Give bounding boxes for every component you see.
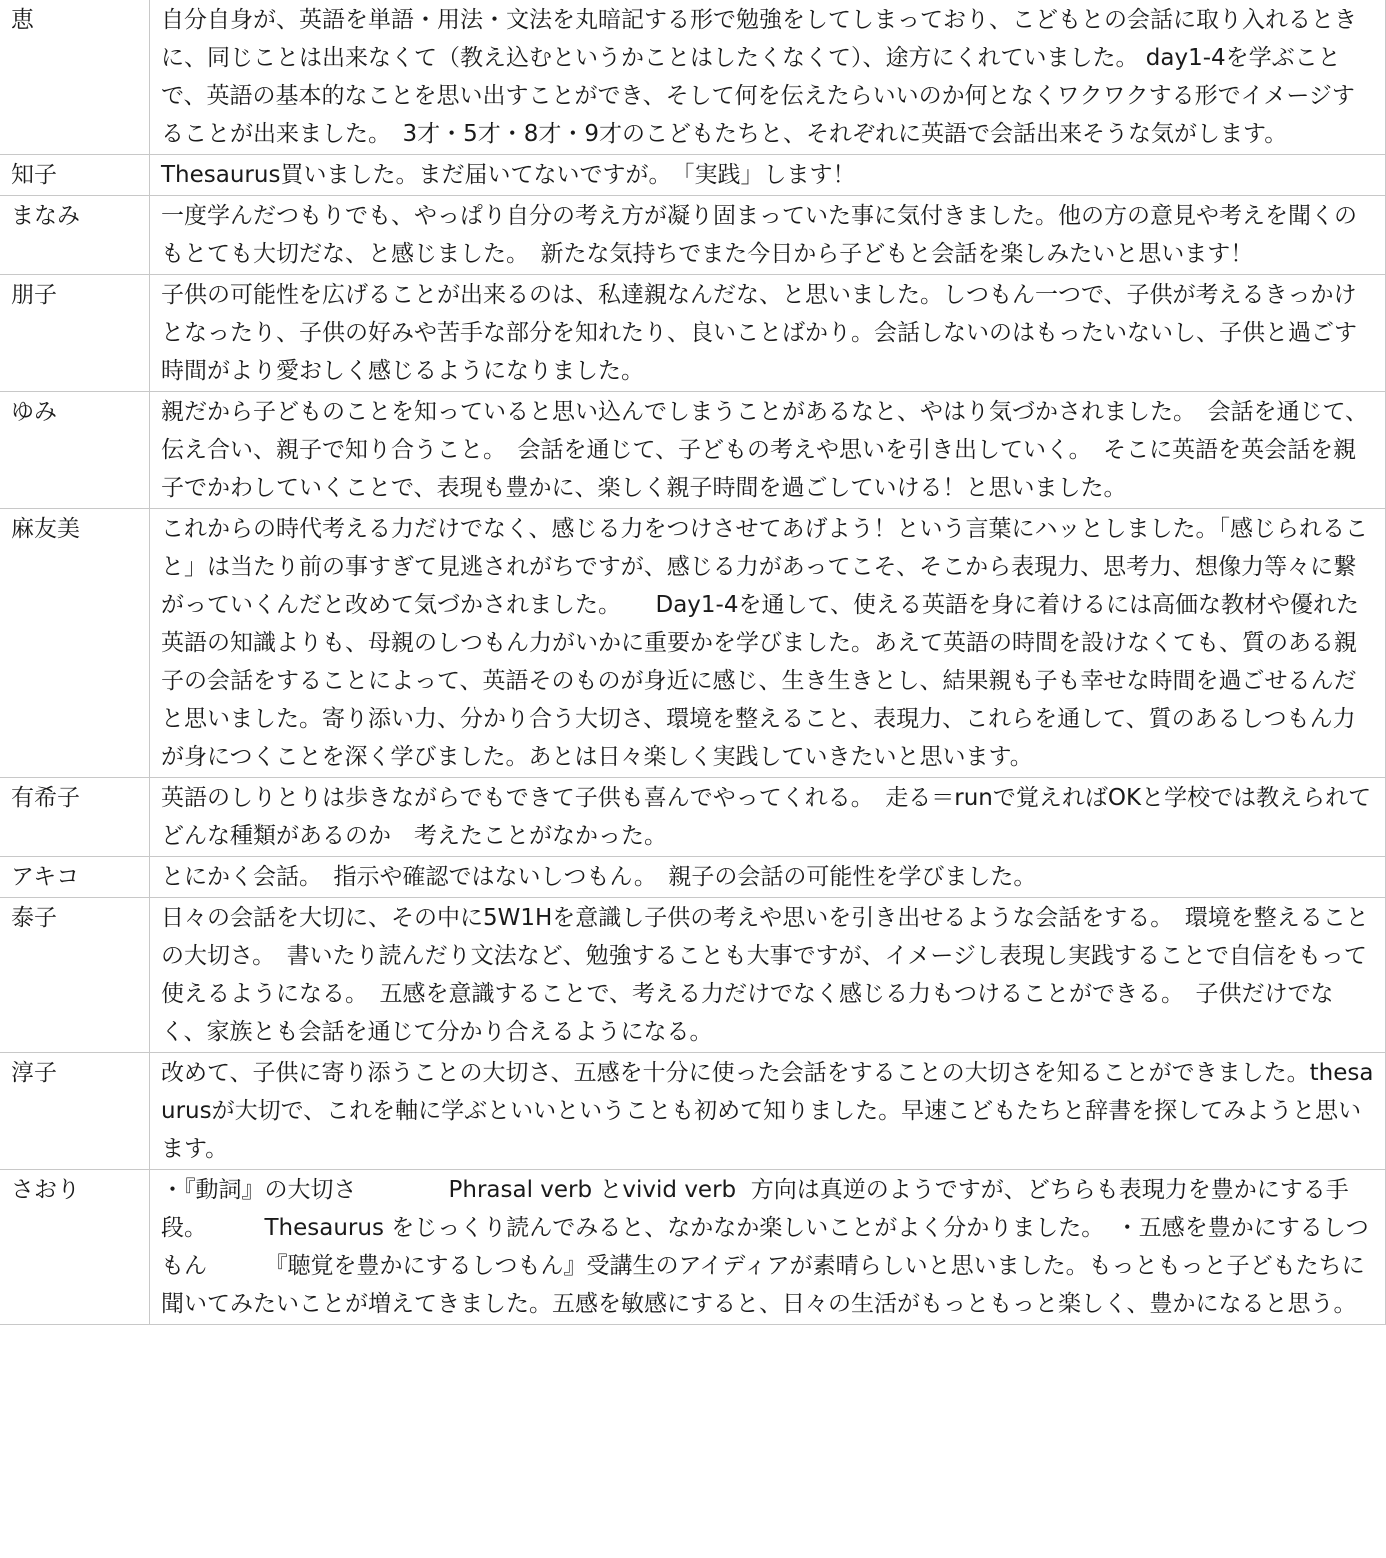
table-row: [0, 898, 1386, 1053]
participant-comment: 改めて、子供に寄り添うことの大切さ、五感を十分に使った会話をすることの大切さを知ることができました。thesaurusが大切で、これを軸に学ぶといいということも初めて知りました。早速こどもたちと辞書を探してみようと思います。: [150, 1053, 1386, 1170]
participant-comment: ・『動詞』の大切さ Phrasal verb とvivid verb 方向は真逆のようですが、どちらも表現力を豊かにする手段。 Thesaurus をじっくり読んでみると、なかなか楽しいことがよく分かりました。 ・五感を豊かにするしつもん 『聴覚を豊かにするしつもん』受講生のアイディアが素晴らしいと思いました。もっともっと子どもたちに聞いてみたいことが増えてきました。五感を敏感にすると、日々の生活がもっともっと楽しく、豊かになると思う。: [150, 1170, 1386, 1325]
participant-comment: 日々の会話を大切に、その中に5W1Hを意識し子供の考えや思いを引き出せるような会話をする。 環境を整えることの大切さ。 書いたり読んだり文法など、勉強することも大事ですが、イメージし表現し実践することで自信をもって使えるようになる。 五感を意識することで、考える力だけでなく感じる力もつけることができる。 子供だけでなく、家族とも会話を通じて分かり合えるようになる。: [150, 898, 1386, 1053]
table-row: [0, 155, 1386, 196]
table-row: [0, 196, 1386, 275]
participant-comment: Thesaurus買いました。まだ届いてないですが。 「実践」します！: [150, 155, 1386, 196]
table-row: [0, 509, 1386, 778]
participant-comment: 自分自身が、英語を単語・用法・文法を丸暗記する形で勉強をしてしまっており、こどもとの会話に取り入れるときに、同じことは出来なくて（教え込むというかことはしたくなくて）、途方にくれていました。 day1-4を学ぶことで、英語の基本的なことを思い出すことができ、そして何を伝えたらいいのか何となくワクワクする形でイメージすることが出来ました。 3才・5才・8才・9才のこどもたちと、それぞれに英語で会話出来そうな気がします。: [150, 0, 1386, 155]
participant-name: ゆみ: [0, 392, 150, 509]
participant-comment: とにかく会話。 指示や確認ではないしつもん。 親子の会話の可能性を学びました。: [150, 857, 1386, 898]
participant-name: 有希子: [0, 778, 150, 857]
table-row: [0, 857, 1386, 898]
table-row: [0, 1053, 1386, 1170]
participant-comment: 親だから子どものことを知っていると思い込んでしまうことがあるなと、やはり気づかされました。 会話を通じて、伝え合い、親子で知り合うこと。 会話を通じて、子どもの考えや思いを引き出していく。 そこに英語を英会話を親子でかわしていくことで、表現も豊かに、楽しく親子時間を過ごしていける！と思いました。: [150, 392, 1386, 509]
participant-name: まなみ: [0, 196, 150, 275]
table-row: [0, 275, 1386, 392]
table-row: [0, 778, 1386, 857]
participant-comment: 子供の可能性を広げることが出来るのは、私達親なんだな、と思いました。しつもん一つで、子供が考えるきっかけとなったり、子供の好みや苦手な部分を知れたり、良いことばかり。会話しないのはもったいないし、子供と過ごす時間がより愛おしく感じるようになりました。: [150, 275, 1386, 392]
participant-name: 朋子: [0, 275, 150, 392]
table-row: [0, 0, 1386, 155]
table-row: [0, 1170, 1386, 1325]
participant-comment: 一度学んだつもりでも、やっぱり自分の考え方が凝り固まっていた事に気付きました。他の方の意見や考えを聞くのもとても大切だな、と感じました。 新たな気持ちでまた今日から子どもと会話を楽しみたいと思います！: [150, 196, 1386, 275]
participant-name: 淳子: [0, 1053, 150, 1170]
participant-comment: これからの時代考える力だけでなく、感じる力をつけさせてあげよう！という言葉にハッとしました。「感じられること」は当たり前の事すぎて見逃されがちですが、感じる力があってこそ、そこから表現力、思考力、想像力等々に繋がっていくんだと改めて気づかされました。 Day1-4を通して、使える英語を身に着けるには高価な教材や優れた英語の知識よりも、母親のしつもん力がいかに重要かを学びました。あえて英語の時間を設けなくても、質のある親子の会話をすることによって、英語そのものが身近に感じ、生き生きとし、結果親も子も幸せな時間を過ごせるんだと思いました。寄り添い力、分かり合う大切さ、環境を整えること、表現力、これらを通して、質のあるしつもん力が身につくことを深く学びました。あとは日々楽しく実践していきたいと思います。: [150, 509, 1386, 778]
participant-name: 麻友美: [0, 509, 150, 778]
participant-name: 知子: [0, 155, 150, 196]
participant-name: さおり: [0, 1170, 150, 1325]
participant-name: 恵: [0, 0, 150, 155]
participant-name: 泰子: [0, 898, 150, 1053]
table-row: [0, 392, 1386, 509]
participant-comment: 英語のしりとりは歩きながらでもできて子供も喜んでやってくれる。 走る＝runで覚えればOKと学校では教えられてどんな種類があるのか 考えたことがなかった。: [150, 778, 1386, 857]
participant-name: アキコ: [0, 857, 150, 898]
